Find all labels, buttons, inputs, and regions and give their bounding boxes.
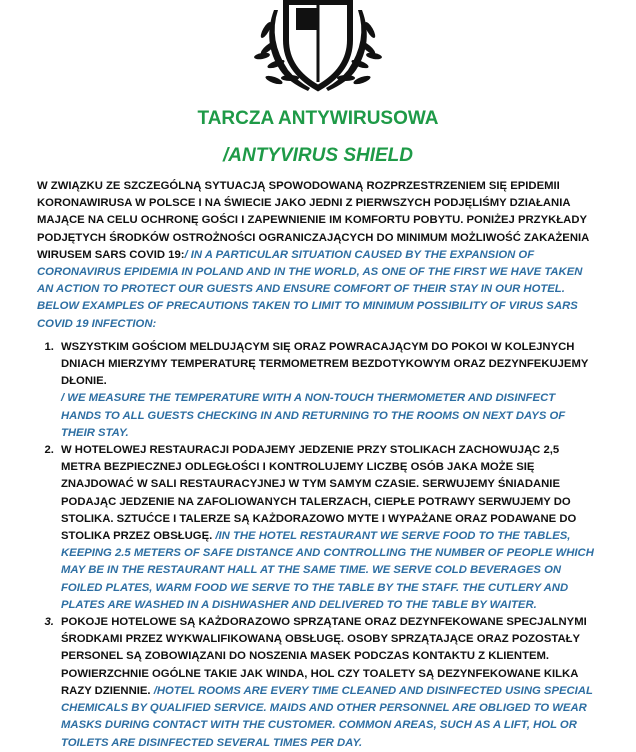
item-text-pl: WSZYSTKIM GOŚCIOM MELDUJĄCYM SIĘ ORAZ POWRACAJĄCYM DO POKOI W KOLEJNYCH DNIACH MIERZYMY TEMPERATURĘ TERMOMETREM BEZDOTYKOWYM ORAZ DEZYNFEKUJEMY DŁONIE. — [61, 340, 589, 388]
list-item — [57, 339, 597, 442]
item-text-en: /IN THE HOTEL RESTAURANT WE SERVE FOOD TO THE TABLES, KEEPING 2.5 METERS OF SAFE DISTANCE AND CONTROLLING THE NUMBER OF PEOPLE WHICH MAY BE IN THE RESTAURANT HALL AT THE SAME TIME. WE SERVE COLD BEVERAGES ON FOILED PLATES, WARM FOOD WE SERVE TO THE TABLE BY THE STAFF. THE CUTLERY AND PLATES ARE WASHED IN A DISHWASHER AND DELIVERED TO THE TABLE BY WAITER. — [61, 530, 594, 611]
item-text-pl: W HOTELOWEJ RESTAURACJI PODAJEMY JEDZENIE PRZY STOLIKACH ZACHOWUJĄC 2,5 METRA BEZPIECZNEJ ODLEGŁOŚCI I KONTROLUJEMY LICZBĘ OSÓB JAKA MOŻE SIĘ ZNAJDOWAĆ W SALI RESTAURACYJNEJ W TYM SAMYM CZASIE. SERWUJEMY ŚNIADANIE PODAJĄC JEDZENIE NA ZAFOLIOWANYCH TALERZACH, CIEPŁE POTRAWY SERWUJEMY DO STOLIKA. SZTUĆCE I TALERZE SĄ KAŻDORAZOWO MYTE I WYPAŻANE ORAZ PODAWANE DO STOLIKA PRZEZ OBSŁUGĘ. — [61, 444, 577, 543]
item-text-en: /HOTEL ROOMS ARE EVERY TIME CLEANED AND DISINFECTED USING SPECIAL CHEMICALS BY QUALIFIED SERVICE. MAIDS AND OTHER PERSONNEL ARE OBLIGED TO WEAR MASKS DURING CONTACT WITH THE CUSTOMER. COMMON AREAS, SUCH AS A LIFT, HOL OR TOILETS ARE DISINFECTED SEVERAL TIMES PER DAY. — [61, 684, 593, 749]
item-text-pl: POKOJE HOTELOWE SĄ KAŻDORAZOWO SPRZĄTANE ORAZ DEZYNFEKOWANE SPECJALNYMI ŚRODKAMI PRZEZ WYKWALIFIKOWANĄ OBSŁUGĘ. OSOBY SPRZĄTAJĄCE ORAZ POZOSTAŁY PERSONEL SĄ ZOBOWIĄZANI DO NOSZENIA MASEK PODCZAS KONTAKTU Z KLIENTEM. POWIERZCHNIE OGÓLNE TAKIE JAK WINDA, HOL CZY TOALETY SĄ DEZYNFEKOWANE KILKA RAZY DZIENNIE. — [61, 616, 587, 697]
page-subtitle: /ANTYVIRUS SHIELD — [222, 145, 414, 166]
precautions-list — [37, 339, 597, 752]
item-text-en: / WE MEASURE THE TEMPERATURE WITH A NON-TOUCH THERMOMETER AND DISINFECT HANDS TO ALL GUESTS CHECKING IN AND RETURNING TO THE ROOMS ON NEXT DAYS OF THEIR STAY. — [61, 392, 566, 439]
shield-laurel-logo-icon — [238, 0, 398, 98]
page-title: TARCZA ANTYWIRUSOWA — [197, 108, 439, 129]
list-item — [57, 614, 597, 752]
list-item — [57, 442, 597, 614]
intro-text-pl: W ZWIĄZKU ZE SZCZEGÓLNĄ SYTUACJĄ SPOWODOWANĄ ROZPRZESTRZENIEM SIĘ EPIDEMII KORONAWIRUSA W POLSCE I NA ŚWIECIE JAKO JEDNI Z PIERWSZYCH PODJĘLIŚMY DZIAŁANIA MAJĄCE NA CELU OCHRONĘ GOŚCI I ZAPEWNIENIE IM KOMFORTU POBYTU. PONIŻEJ PRZYKŁADY PODJĘTYCH ŚRODKÓW OSTROŻNOŚCI OGRANICZAJĄCYCH DO MINIMUM MOŻLIWOŚĆ ZAKAŻENIA WIRUSEM SARS COVID 19: — [37, 180, 589, 261]
intro-text-en: / IN A PARTICULAR SITUATION CAUSED BY THE EXPANSION OF CORONAVIRUS EPIDEMIA IN POLAND AND IN THE WORLD, AS ONE OF THE FIRST WE HAVE TAKEN AN ACTION TO PROTECT OUR GUESTS AND ENSURE COMFORT OF THEIR STAY IN OUR HOTEL. BELOW EXAMPLES OF PRECAUTIONS TAKEN TO LIMIT TO MINIMUM POSSIBILITY OF VIRUS SARS COVID 19 INFECTION: — [37, 248, 583, 330]
document-body — [37, 178, 597, 752]
intro-paragraph — [37, 178, 597, 333]
